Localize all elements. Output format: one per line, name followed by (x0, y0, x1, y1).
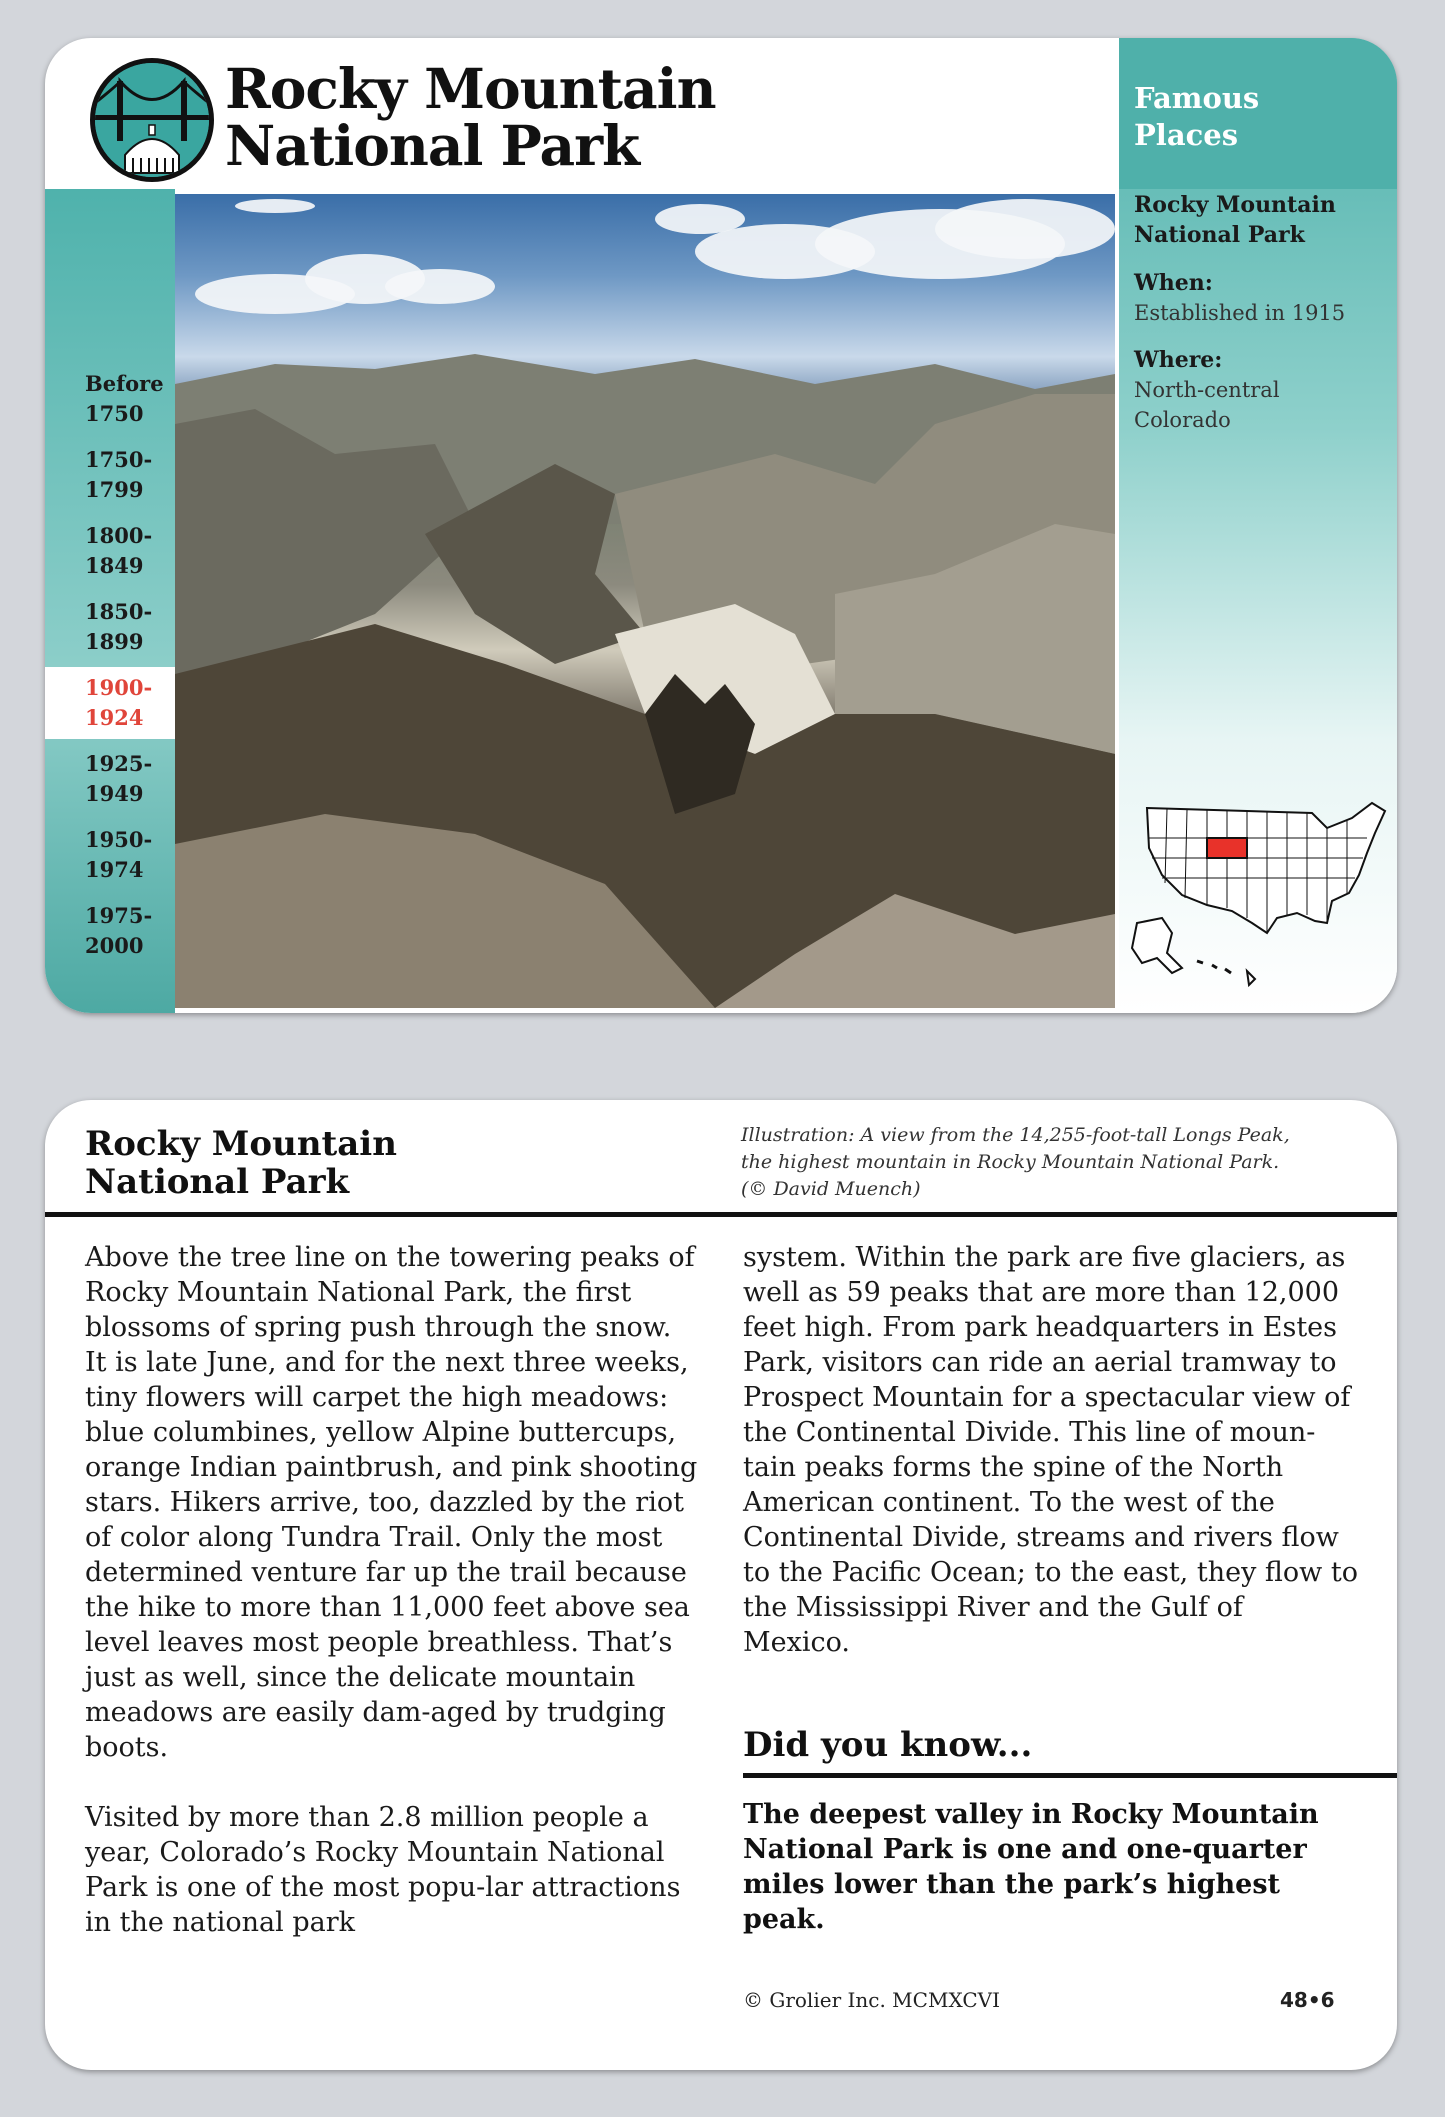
era-line2: 1974 (85, 857, 144, 882)
category-label (1134, 80, 1259, 154)
era-line2: 1949 (85, 781, 144, 806)
paragraph-1: Above the tree line on the towering peaks of Rocky Mountain National Park, the first blossoms of spring push through the snow. It is late June, and for the next three weeks, tiny flowers will carpet the high meadows: blue columbines, yellow Alpine buttercups, orange Indian paintbrush, and pink shooting stars. Hikers arrive, too, dazzled by the riot of color along Tundra Trail. Only the most determined venture far up the trail because the hike to more than 11,000 feet above sea level leaves most people breathless. That’s just as well, since the delicate mountain meadows are easily dam-aged by trudging boots. (85, 1242, 698, 1763)
header-divider (45, 1212, 1397, 1217)
subject-line2: National Park (1134, 222, 1305, 248)
era-item (45, 591, 175, 663)
where-value (1134, 375, 1280, 435)
did-you-know-text: The deepest valley in Rocky Mountain National Park is one and one-quarter miles lower than the park’s highest peak. (743, 1799, 1319, 1935)
era-item (45, 363, 175, 435)
illustration-caption (741, 1122, 1361, 1203)
subject-name (1134, 190, 1336, 250)
card-number: 48•6 (1280, 1988, 1335, 2012)
era-line2: 1924 (85, 705, 144, 730)
bridge-capitol-logo-icon (90, 58, 214, 182)
era-line2: 1799 (85, 477, 144, 502)
front-card (45, 38, 1397, 1013)
back-card (45, 1100, 1397, 2070)
did-you-know-title: Did you know... (743, 1725, 1033, 1765)
did-you-know-divider (743, 1773, 1397, 1778)
era-line2: 1899 (85, 629, 144, 654)
era-item (45, 439, 175, 511)
caption-line1: Illustration: A view from the 14,255-foot-tall Longs Peak, (741, 1124, 1290, 1146)
category-line1: Famous (1134, 81, 1260, 115)
card-title (225, 56, 716, 178)
subject-line1: Rocky Mountain (1134, 192, 1336, 218)
era-line1: 1950- (85, 827, 153, 852)
mountain-photo (175, 194, 1115, 1008)
copyright: © Grolier Inc. MCMXCVI (743, 1988, 1000, 2012)
era-line2: 2000 (85, 933, 144, 958)
where-value-line1: North-central (1134, 378, 1280, 402)
where-value-line2: Colorado (1134, 408, 1231, 432)
era-line2: 1849 (85, 553, 144, 578)
back-title-line2: National Park (85, 1162, 350, 1202)
back-title (85, 1125, 397, 1201)
era-item (45, 743, 175, 815)
era-line1: 1925- (85, 751, 153, 776)
era-item (45, 819, 175, 891)
era-line2: 1750 (85, 401, 144, 426)
era-line1: Before (85, 371, 164, 396)
era-line1: 1800- (85, 523, 153, 548)
usa-map-icon (1127, 783, 1397, 1013)
caption-line2: the highest mountain in Rocky Mountain National Park. (741, 1151, 1280, 1173)
era-line1: 1750- (85, 447, 153, 472)
era-line1: 1900- (85, 675, 153, 700)
caption-line3: (© David Muench) (741, 1178, 921, 1200)
when-label: When: (1134, 270, 1213, 296)
era-item (45, 667, 175, 739)
category-line2: Places (1134, 118, 1239, 152)
where-label: Where: (1134, 347, 1223, 373)
paragraph-3: system. Within the park are five glaciers, as well as 59 peaks that are more than 12,000 feet high. From park headquarters in Estes Park, visitors can ride an aerial tramway to Prospect Mountain for a spectacular view of the Continental Divide. This line of moun-tain peaks forms the spine of the North American continent. To the west of the Continental Divide, streams and rivers flow to the Pacific Ocean; to the east, they flow to the Mississippi River and the Gulf of Mexico. (743, 1242, 1358, 1658)
card-title-line1: Rocky Mountain (225, 56, 716, 121)
era-item (45, 515, 175, 587)
when-value: Established in 1915 (1134, 301, 1346, 325)
era-item (45, 895, 175, 967)
era-line1: 1850- (85, 599, 153, 624)
left-column (85, 1240, 700, 1975)
era-line1: 1975- (85, 903, 153, 928)
paragraph-2: Visited by more than 2.8 million people a year, Colorado’s Rocky Mountain National Park is one of the most popu-lar attractions in the national park (85, 1802, 681, 1938)
right-column (743, 1240, 1358, 1695)
back-title-line1: Rocky Mountain (85, 1124, 397, 1164)
card-title-line2: National Park (225, 113, 640, 178)
